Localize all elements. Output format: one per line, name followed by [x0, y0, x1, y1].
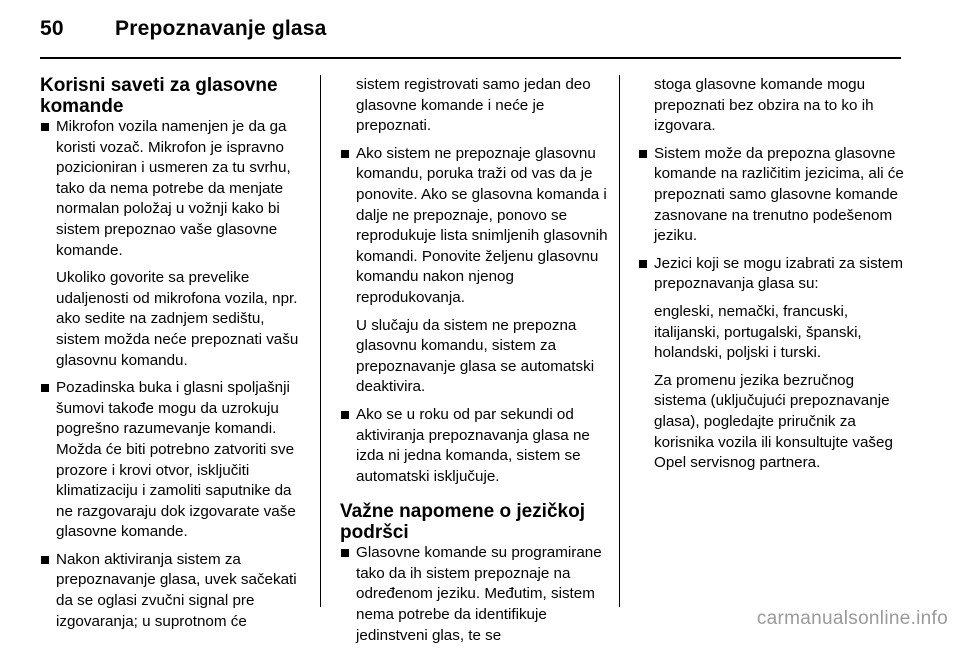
bullet-square-icon [639, 260, 647, 268]
bullet-square-icon [639, 150, 647, 158]
bullet-item [40, 117, 310, 261]
bullet-item [638, 254, 908, 295]
column-3 [638, 75, 908, 481]
bullet-item [340, 144, 610, 309]
page-number: 50 [40, 17, 64, 40]
column-1 [40, 75, 310, 639]
section-heading-tips: Korisni saveti za glasovne komande [40, 75, 278, 117]
bullet-text: Ako se u roku od par sekundi od aktiviranja prepoznavanja glasa ne izda ni jedna komanda, sistem se automatski isključuje. [356, 405, 590, 485]
paragraph: Za promenu jezika bezručnog sistema (uključujući prepoznavanje glasa), pogledajte priručnik za korisnika vozila ili konsultujte vašeg Opel servisnog partnera. [654, 371, 893, 472]
bullet-text: Sistem može da prepozna glasovne komande na različitim jezicima, ali će prepoznati samo glasovne komande zasnovane na trenutno podešenom jeziku. [654, 144, 904, 245]
page-header [40, 17, 327, 41]
bullet-square-icon [41, 123, 49, 131]
bullet-text: Pozadinska buka i glasni spoljašnji šumovi takođe mogu da uzrokuju pogrešno razumevanje komandi. Možda će biti potrebno zatvoriti sve prozore i krovi otvor, isključiti klimatizaciju i zamoliti saputnike da ne razgovaraju dok izgovarate vaše glasovne komande. [56, 379, 296, 541]
watermark: carmanualsonline.info [756, 608, 948, 629]
paragraph-continued: sistem registrovati samo jedan deo glasovne komande i neće je prepoznati. [356, 76, 591, 135]
section-heading-language: Važne napomene o jezičkoj podršci [340, 501, 585, 544]
bullet-item [40, 378, 310, 543]
paragraph: Ukoliko govorite sa prevelike udaljenosti od mikrofona vozila, npr. ako sedite na zadnjem sedištu, sistem možda neće prepoznati vašu glasovnu komandu. [56, 269, 299, 369]
paragraph: engleski, nemački, francuski, italijanski, portugalski, španski, holandski, poljski i turski. [654, 302, 862, 362]
column-divider-1 [320, 75, 321, 607]
bullet-text: Ako sistem ne prepoznaje glasovnu komandu, poruka traži od vas da je ponovite. Ako se glasovna komanda i dalje ne prepoznaje, ponovo se reprodukuje lista snimljenih glasovnih komandi. Ponovite željenu glasovnu komandu nakon njenog reprodukovanja. [356, 144, 608, 306]
bullet-square-icon [341, 411, 349, 419]
column-2 [340, 75, 610, 653]
bullet-item [40, 550, 310, 632]
bullet-text: Mikrofon vozila namenjen je da ga koristi vozač. Mikrofon je ispravno pozicioniran i usmeren za tu svrhu, tako da nema potrebe da menjate normalan položaj u vožnji kako bi sistem prepoznao vaše glasovne komande. [56, 118, 291, 259]
page-title: Prepoznavanje glasa [115, 17, 327, 40]
paragraph: U slučaju da sistem ne prepozna glasovnu komandu, sistem za prepoznavanje glasa se automatski deaktivira. [356, 316, 595, 396]
bullet-item [638, 144, 908, 247]
bullet-item [340, 405, 610, 487]
bullet-text: Jezici koji se mogu izabrati za sistem prepoznavanja glasa su: [654, 254, 903, 293]
bullet-square-icon [41, 556, 49, 564]
bullet-text: Nakon aktiviranja sistem za prepoznavanje glasa, uvek sačekati da se oglasi zvučni signal pre izgovaranja; u suprotnom će [56, 550, 297, 630]
header-rule [40, 57, 901, 59]
bullet-item [340, 543, 610, 646]
bullet-square-icon [41, 384, 49, 392]
bullet-square-icon [341, 549, 349, 557]
bullet-square-icon [341, 150, 349, 158]
paragraph-continued: stoga glasovne komande mogu prepoznati bez obzira na to ko ih izgovara. [654, 76, 874, 135]
column-divider-2 [619, 75, 620, 607]
bullet-text: Glasovne komande su programirane tako da ih sistem prepoznaje na određenom jeziku. Međutim, sistem nema potrebe da identifikuje jedinstveni glas, te se [356, 544, 602, 644]
